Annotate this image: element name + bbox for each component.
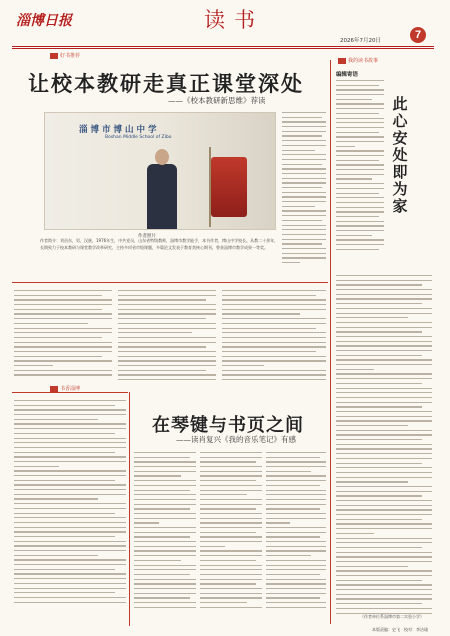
paper-logo: 淄博日报	[16, 13, 72, 29]
article2-title: 在琴键与书页之间	[152, 415, 304, 436]
article1-title: 让校本教研走真正课堂深处	[28, 71, 304, 96]
article1-subtitle: ——《校本教研新思维》荐读	[168, 96, 266, 105]
left-box-divider	[129, 392, 130, 626]
article2-subtitle: ——读肖复兴《我的音乐笔记》有感	[176, 435, 296, 444]
person-head	[155, 149, 169, 165]
photo-label: 作者照片	[138, 234, 156, 239]
right-col-narrow	[336, 80, 384, 270]
left-box-column	[14, 400, 126, 626]
author-photo	[44, 112, 276, 230]
feature-tag-label: 好书推荐	[60, 53, 81, 59]
footer-editor: 本版责编：史飞 校对：李洁瑜	[372, 627, 428, 632]
issue-date: 2026年7月20日	[340, 38, 381, 44]
tag-square-icon	[338, 58, 346, 64]
tag-square-icon	[50, 53, 58, 59]
article1-col-1	[14, 290, 112, 382]
article2-col-1	[134, 452, 196, 626]
photo-school-sign: 淄博市博山中学	[79, 125, 160, 135]
masthead	[0, 0, 450, 48]
right-author-credit: （作者单位系淄博市第二实验小学）	[360, 614, 424, 619]
person-body	[147, 164, 177, 229]
right-col-body	[336, 275, 432, 615]
author-caption: 作者简介：刘昌东，男，汉族，1976年生，中共党员，山东省特级教师，淄博市教学能手，本书作者，博山中学校长。从教二十余年，长期致力于校本教研与课堂教学改革研究，主持多项省市级课题，多篇论文发表于教育类核心期刊，曾获淄博市教学成果一等奖。	[40, 238, 279, 250]
page-number-badge: 7	[410, 27, 426, 43]
article1-col-3	[222, 290, 326, 390]
tag-square-icon	[50, 386, 58, 392]
right-article-title: 此心安处即为家	[392, 95, 408, 215]
recommend-tag-label: 书香淄博	[60, 386, 81, 392]
article1-col-2	[118, 290, 216, 390]
masthead-rule	[12, 46, 434, 47]
right-tag-label: 我的读书故事	[348, 58, 379, 64]
masthead-rule-2	[12, 48, 434, 49]
feature-tag	[50, 52, 80, 61]
article2-col-3	[266, 452, 326, 626]
photo-school-sign-en: Boshan Middle School of Zibo	[105, 135, 172, 140]
person-figure	[145, 149, 179, 229]
article1-col-top-right	[282, 112, 326, 278]
right-tag	[338, 57, 378, 66]
column-divider-right	[330, 60, 331, 624]
article1-bottom-rule	[12, 282, 328, 283]
section-title: 读书	[204, 8, 264, 32]
recommend-tag	[50, 385, 80, 394]
flag-shape	[211, 157, 247, 217]
right-label: 编辑寄语	[336, 72, 359, 78]
article2-col-2	[200, 452, 262, 626]
